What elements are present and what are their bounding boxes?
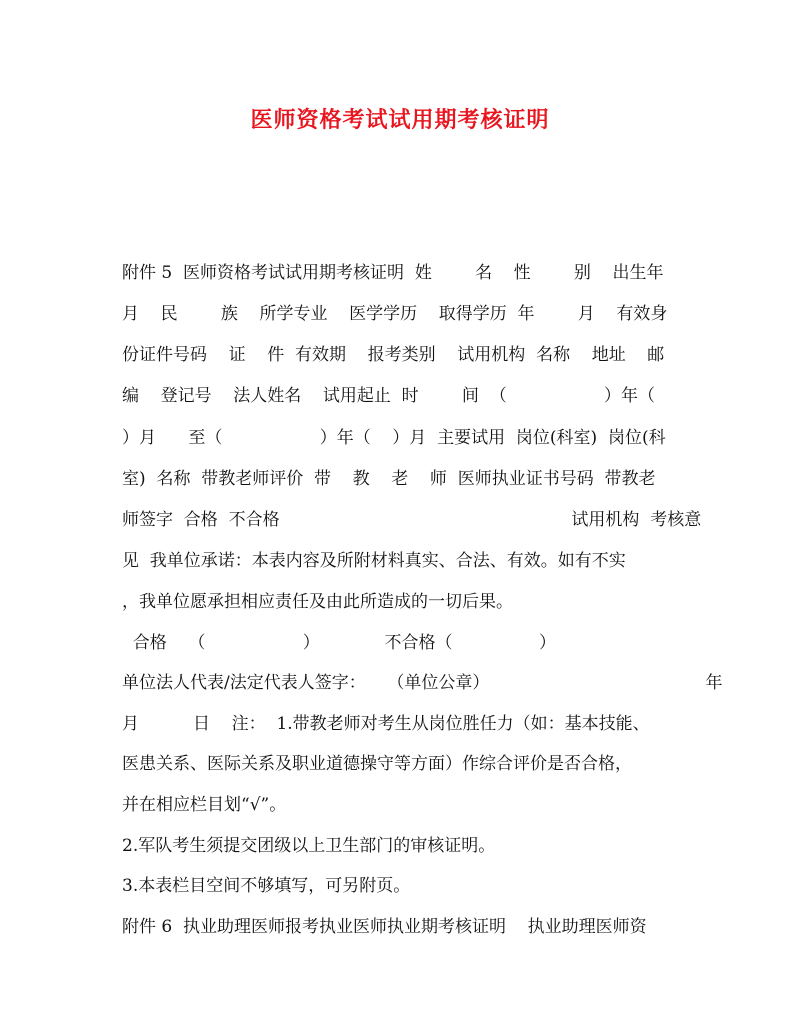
body-line: ，我单位愿承担相应责任及由此所造成的一切后果。 — [122, 592, 513, 612]
body-line: 医患关系、医际关系及职业道德操守等方面）作综合评价是否合格， — [122, 754, 632, 774]
body-line: 见 我单位承诺：本表内容及所附材料真实、合法、有效。如有不实 — [122, 551, 626, 571]
body-line: 室) 名称 带教老师评价 带 教 老 师 医师执业证书号码 带教老 — [122, 469, 656, 489]
body-line: 份证件号码 证 件 有效期 报考类别 试用机构 名称 地址 邮 — [122, 345, 665, 365]
body-line: 3.本表栏目空间不够填写，可另附页。 — [122, 876, 411, 896]
body-line: ）月 至（ ）年（ ）月 主要试用 岗位(科室) 岗位(科 — [122, 428, 666, 448]
body-line: 编 登记号 法人姓名 试用起止 时 间 （ ）年（ — [122, 386, 655, 406]
body-line: 附件 5 医师资格考试试用期考核证明 姓 名 性 别 出生年 — [122, 263, 664, 283]
body-line: 并在相应栏目划“√”。 — [122, 795, 287, 815]
body-line: 单位法人代表/法定代表人签字： （单位公章） 年 — [122, 673, 723, 693]
body-line: 附件 6 执业助理医师报考执业医师执业期考核证明 执业助理医师资 — [122, 917, 647, 937]
body-line: 月 日 注： 1.带教老师对考生从岗位胜任力（如：基本技能、 — [122, 714, 650, 734]
body-line: 合格 （ ） 不合格（ ） — [122, 633, 556, 653]
body-line: 师签字 合格 不合格 试用机构 考核意 — [122, 510, 702, 530]
body-line: 月 民 族 所学专业 医学学历 取得学历 年 月 有效身 — [122, 304, 668, 324]
document-title: 医师资格考试试用期考核证明 — [250, 107, 550, 133]
body-line: 2.军队考生须提交团级以上卫生部门的审核证明。 — [122, 836, 496, 856]
